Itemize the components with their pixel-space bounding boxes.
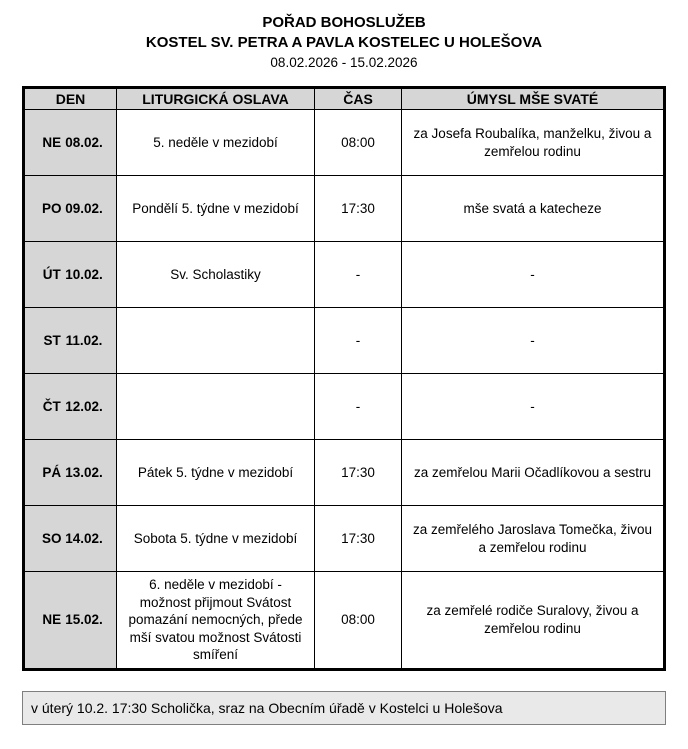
day-abbrev: ÚT <box>42 266 61 282</box>
intention-cell: - <box>402 242 665 308</box>
column-header: ÚMYSL MŠE SVATÉ <box>402 88 665 110</box>
column-header: ČAS <box>315 88 402 110</box>
footer-note: v úterý 10.2. 17:30 Scholička, sraz na Obecním úřadě v Kostelci u Holešova <box>22 691 666 725</box>
day-cell <box>24 374 117 440</box>
day-abbrev: SO <box>41 530 62 546</box>
table-header-row <box>24 88 665 110</box>
document-header <box>22 10 666 70</box>
time-cell: 08:00 <box>315 572 402 670</box>
time-cell: 17:30 <box>315 506 402 572</box>
day-cell <box>24 176 117 242</box>
intention-cell: za Josefa Roubalíka, manželku, živou a zemřelou rodinu <box>402 110 665 176</box>
intention-cell: za zemřelé rodiče Suralovy, živou a zemřelou rodinu <box>402 572 665 670</box>
table-row <box>24 308 665 374</box>
day-date: 15.02. <box>65 612 103 628</box>
day-abbrev: ČT <box>42 398 61 414</box>
time-cell: 08:00 <box>315 110 402 176</box>
celebration-cell: 6. neděle v mezidobí - možnost přijmout Svátost pomazání nemocných, přede mší svatou možnost Svátosti smíření <box>117 572 315 670</box>
table-row <box>24 440 665 506</box>
celebration-cell: 5. neděle v mezidobí <box>117 110 315 176</box>
intention-cell: - <box>402 308 665 374</box>
day-date: 13.02. <box>65 464 103 480</box>
church-name: KOSTEL SV. PETRA A PAVLA KOSTELEC U HOLEŠOVA <box>145 34 543 51</box>
time-cell: - <box>315 374 402 440</box>
table-row <box>24 110 665 176</box>
table-row <box>24 506 665 572</box>
day-cell <box>24 242 117 308</box>
celebration-cell: Sobota 5. týdne v mezidobí <box>117 506 315 572</box>
day-date: 14.02. <box>65 530 103 546</box>
day-abbrev: NE <box>42 134 62 150</box>
day-cell <box>24 440 117 506</box>
table-row <box>24 242 665 308</box>
day-cell <box>24 308 117 374</box>
day-date: 10.02. <box>65 266 103 282</box>
table-row <box>24 572 665 670</box>
intention-cell: za zemřelou Marii Očadlíkovou a sestru <box>402 440 665 506</box>
day-cell <box>24 110 117 176</box>
day-abbrev: NE <box>42 612 62 628</box>
time-cell: 17:30 <box>315 176 402 242</box>
column-header: DEN <box>24 88 117 110</box>
day-abbrev: PÁ <box>42 464 62 480</box>
day-cell <box>24 506 117 572</box>
table-row <box>24 374 665 440</box>
day-date: 11.02. <box>65 332 103 348</box>
day-abbrev: PO <box>41 200 62 216</box>
page-title: POŘAD BOHOSLUŽEB <box>262 14 426 31</box>
celebration-cell <box>117 308 315 374</box>
celebration-cell: Pátek 5. týdne v mezidobí <box>117 440 315 506</box>
celebration-cell <box>117 374 315 440</box>
time-cell: - <box>315 308 402 374</box>
day-date: 08.02. <box>65 134 103 150</box>
intention-cell: mše svatá a katecheze <box>402 176 665 242</box>
time-cell: - <box>315 242 402 308</box>
celebration-cell: Sv. Scholastiky <box>117 242 315 308</box>
column-header: LITURGICKÁ OSLAVA <box>117 88 315 110</box>
intention-cell: za zemřelého Jaroslava Tomečka, živou a zemřelou rodinu <box>402 506 665 572</box>
day-date: 12.02. <box>65 398 103 414</box>
time-cell: 17:30 <box>315 440 402 506</box>
intention-cell: - <box>402 374 665 440</box>
table-row <box>24 176 665 242</box>
day-abbrev: ST <box>43 332 61 348</box>
celebration-cell: Pondělí 5. týdne v mezidobí <box>117 176 315 242</box>
day-cell <box>24 572 117 670</box>
date-range: 08.02.2026 - 15.02.2026 <box>270 55 418 70</box>
schedule-table <box>22 86 666 671</box>
day-date: 09.02. <box>65 200 103 216</box>
